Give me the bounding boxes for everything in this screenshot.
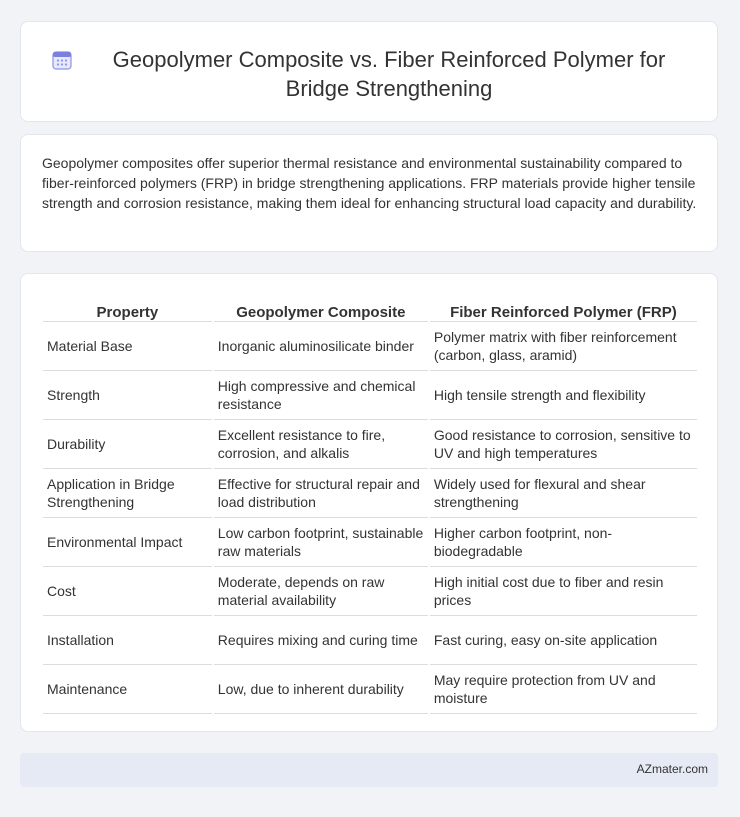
cell-property: Application in Bridge Strengthening (43, 469, 212, 518)
table-row (43, 567, 697, 616)
table-row (43, 420, 697, 469)
cell-frp: Widely used for flexural and shear strengthening (430, 469, 697, 518)
title-card (20, 21, 718, 122)
cell-frp: Fast curing, easy on-site application (430, 616, 697, 665)
cell-property: Installation (43, 616, 212, 665)
cell-geopolymer: Requires mixing and curing time (214, 616, 428, 665)
header-frp: Fiber Reinforced Polymer (FRP) (430, 295, 697, 322)
cell-frp: Polymer matrix with fiber reinforcement (carbon, glass, aramid) (430, 322, 697, 371)
cell-frp: Good resistance to corrosion, sensitive to UV and high temperatures (430, 420, 697, 469)
table-row (43, 322, 697, 371)
summary-text: Geopolymer composites offer superior thermal resistance and environmental sustainability compared to fiber-reinforced polymers (FRP) in bridge strengthening applications. FRP materials provide higher tensile strength and corrosion resistance, making them ideal for enhancing structural load capacity and durability. (42, 155, 697, 211)
table-row (43, 371, 697, 420)
footer-bar (20, 753, 718, 787)
summary-card (20, 134, 718, 252)
table-row (43, 616, 697, 665)
cell-geopolymer: Moderate, depends on raw material availability (214, 567, 428, 616)
cell-geopolymer: Effective for structural repair and load distribution (214, 469, 428, 518)
cell-property: Material Base (43, 322, 212, 371)
cell-frp: High initial cost due to fiber and resin prices (430, 567, 697, 616)
footer-site-link[interactable]: AZmater.com (636, 762, 708, 776)
comparison-table (41, 295, 699, 714)
cell-property: Strength (43, 371, 212, 420)
cell-property: Durability (43, 420, 212, 469)
cell-frp: May require protection from UV and moisture (430, 665, 697, 714)
table-header-row (43, 295, 697, 322)
cell-geopolymer: High compressive and chemical resistance (214, 371, 428, 420)
cell-geopolymer: Low carbon footprint, sustainable raw materials (214, 518, 428, 567)
cell-geopolymer: Inorganic aluminosilicate binder (214, 322, 428, 371)
page-title: Geopolymer Composite vs. Fiber Reinforced Polymer for Bridge Strengthening (112, 47, 666, 101)
cell-frp: Higher carbon footprint, non-biodegradable (430, 518, 697, 567)
header-property: Property (43, 295, 212, 322)
cell-property: Environmental Impact (43, 518, 212, 567)
cell-frp: High tensile strength and flexibility (430, 371, 697, 420)
table-row (43, 518, 697, 567)
cell-geopolymer: Excellent resistance to fire, corrosion, and alkalis (214, 420, 428, 469)
comparison-table-card (20, 273, 718, 732)
header-geopolymer: Geopolymer Composite (214, 295, 428, 322)
cell-property: Cost (43, 567, 212, 616)
table-row (43, 469, 697, 518)
cell-property: Maintenance (43, 665, 212, 714)
cell-geopolymer: Low, due to inherent durability (214, 665, 428, 714)
table-row (43, 665, 697, 714)
